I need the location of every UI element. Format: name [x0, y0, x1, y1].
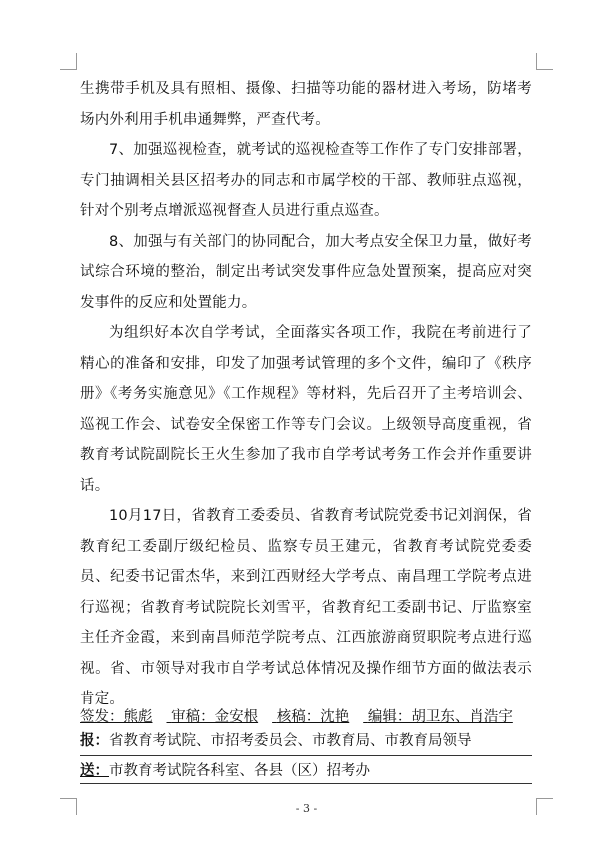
send-label: 送： — [80, 763, 109, 779]
paragraph-preparation: 为组织好本次自学考试，全面落实各项工作，我院在考前进行了精心的准备和安排，印发了加强考试管理的多个文件，编印了《秩序册》《考务实施意见》《工作规程》等材料，先后召开了主考培训会、巡视工作会、试卷安全保密工作等专门会议。上级领导高度重视，省教育考试院副院长王火生参加了我市自学考试考务工作会并作重要讲话。 — [80, 325, 532, 494]
send-recipients: 市教育考试院各科室、各县（区）招考办 — [109, 763, 370, 779]
crop-mark-top-right — [536, 53, 553, 70]
crop-mark-top-left — [60, 53, 77, 70]
paragraph-item-8: 8、加强与有关部门的协同配合，加大考点安全保卫力量，做好考试综合环境的整治，制定出考试突发事件应急处置预案，提高应对突发事件的反应和处置能力。 — [80, 233, 532, 311]
signature-line — [80, 706, 532, 728]
paragraph-inspection: 10月17日，省教育工委委员、省教育考试院党委书记刘润保，省教育纪工委副厅级纪检员、监察专员王建元，省教育考试院党委委员、纪委书记雷杰华，来到江西财经大学考点、南昌理工学院考点进行巡视；省教育考试院院长刘雪平，省教育纪工委副书记、厅监察室主任齐金霞，来到南昌师范学院考点、江西旅游商贸职院考点进行巡视。省、市领导对我市自学考试总体情况及操作细节方面的做法表示肯定。 — [80, 508, 532, 707]
paragraph-continuation: 生携带手机及具有照相、摄像、扫描等功能的器材进入考场，防堵考场内外利用手机串通舞弊，严查代考。 — [80, 81, 532, 128]
reviewer: 审稿：金安根 — [171, 709, 259, 725]
checker: 核稿：沈艳 — [276, 709, 350, 725]
report-label: 报： — [80, 733, 109, 749]
divider-rule-bottom — [80, 783, 532, 784]
send-line — [80, 760, 532, 782]
report-recipients: 省教育考试院、市招考委员会、市教育局、市教育局领导 — [109, 733, 472, 749]
signer: 签发：熊彪 — [80, 709, 153, 725]
divider-rule — [80, 755, 532, 756]
page-number: - 3 - — [295, 802, 318, 815]
report-line — [80, 730, 532, 752]
paragraph-item-7: 7、加强巡视检查，就考试的巡视检查等工作作了专门安排部署，专门抽调相关县区招考办的同志和市属学校的干部、教师驻点巡视，针对个别考点增派巡视督查人员进行重点巡查。 — [80, 142, 532, 219]
editor: 编辑：胡卫东、肖浩宇 — [367, 709, 513, 725]
body-text — [80, 74, 532, 715]
